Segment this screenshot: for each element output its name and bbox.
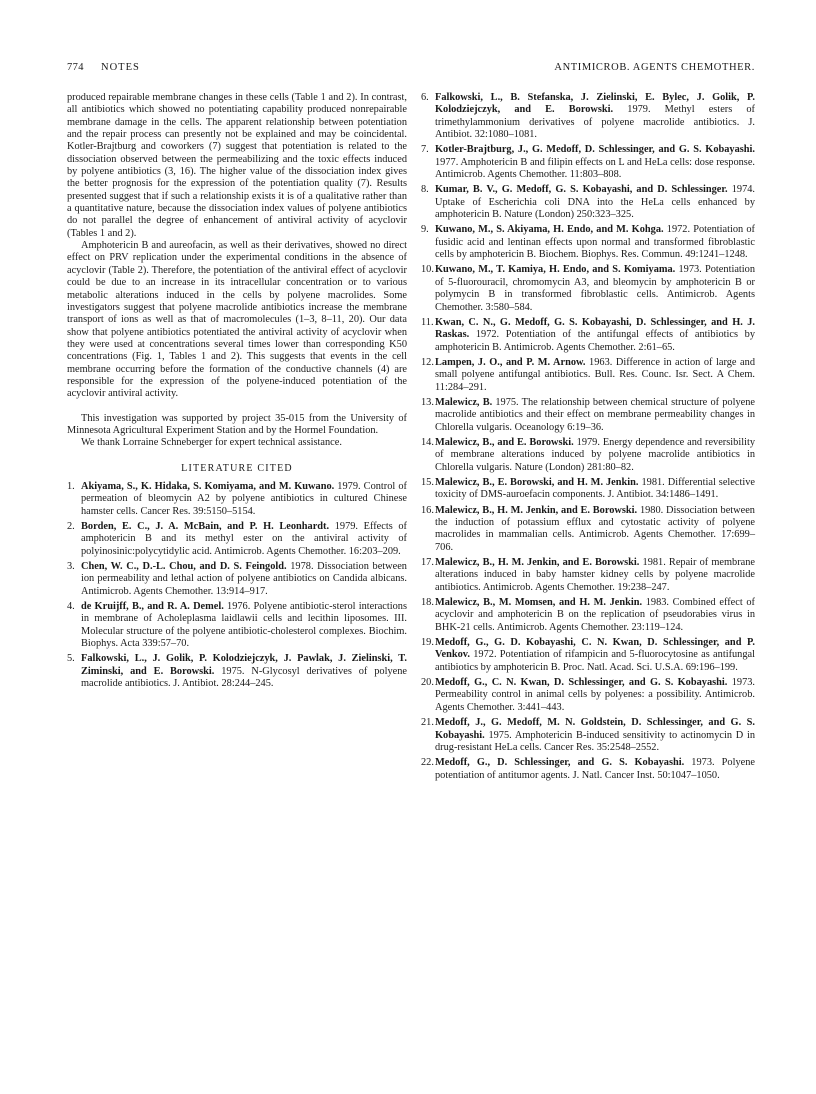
reference-item — [421, 637, 755, 674]
page-number: 774 — [67, 62, 84, 73]
reference-authors: Medoff, G., C. N. Kwan, D. Schlessinger, and G. S. Kobayashi. — [435, 677, 728, 689]
reference-citation: 1981. Differential selective toxicity of DMS-auroefacin components. J. Antibiot. 34:1486–1491. — [435, 476, 755, 501]
reference-item — [67, 481, 407, 518]
reference-citation: 1972. Potentiation of rifampicin and 5-fluorocytosine as antifungal antibiotics by amphotericin B. Proc. Natl. Acad. Sci. U.S.A. 69:196–199. — [435, 649, 755, 673]
reference-authors: Kwan, C. N., G. Medoff, G. S. Kobayashi, D. Schlessinger, and H. J. Raskas. — [435, 316, 755, 341]
reference-number: 9. — [421, 224, 429, 236]
reference-item — [67, 561, 407, 598]
reference-authors: Kotler-Brajtburg, J., G. Medoff, D. Schlessinger, and G. S. Kobayashi. — [435, 144, 755, 156]
reference-authors: Lampen, J. O., and P. M. Arnow. — [435, 356, 586, 368]
reference-authors: Malewicz, B., and E. Borowski. — [435, 436, 574, 448]
body-paragraph: produced repairable membrane changes in these cells (Table 1 and 2). In contrast, all antibiotics which showed no potentiating capability produced nonrepairable membrane damage in the cells. The apparent relationship between potentiation and the repair process can presently not be explained and may be coincidental. Kotler-Brajtburg and coworkers (7) suggest that potentiation is related to the dissociation observed between the permeabilizing and the toxic effects induced by polyene antibiotics (3, 16). The higher value of the dissociation index gives the better prognosis for the expression of the potentiation quality (7). Results presented suggest that if such a relationship exists it is of a qualitative rather than a quantitative nature, because the dissociation index values of polyene antibiotics do not parallel the degree of enhancement of antiviral activity of acyclovir (Tables 1 and 2). — [67, 92, 407, 239]
reference-authors: Malewicz, B. — [435, 396, 493, 408]
reference-number: 12. — [421, 356, 434, 368]
reference-item — [421, 184, 755, 221]
reference-number: 6. — [421, 92, 429, 103]
reference-item — [421, 92, 755, 141]
reference-number: 14. — [421, 436, 434, 448]
reference-number: 2. — [67, 521, 75, 532]
reference-citation: 1976. Polyene antibiotic-sterol interactions in membrane of Acholeplasma laidlawii cells and lecithin liposomes. III. Molecular structure of the polyene antibiotic-cholesterol complexes. Biochim. Biophys. Acta 339:57–70. — [81, 601, 407, 650]
reference-citation: 1979. Energy dependence and reversibility of membrane alterations induced by polyene macrolide antibiotics in Chlorella vulgaris. Nature (London) 281:80–82. — [435, 436, 755, 473]
reference-authors: Malewicz, B., H. M. Jenkin, and E. Borowski. — [435, 504, 638, 516]
reference-citation: 1978. Dissociation between ion permeability and lethal action of polyene antibiotics on Candida albicans. Antimicrob. Agents Chemother. 13:914–917. — [81, 561, 407, 597]
reference-citation: 1973. Permeability control in animal cells by polyenes: a possibility. Antimicrob. Agents Chemother. 3:441–443. — [435, 677, 756, 713]
reference-item — [421, 757, 755, 782]
reference-authors: Akiyama, S., K. Hidaka, S. Komiyama, and M. Kuwano. — [81, 480, 335, 492]
reference-number: 16. — [421, 504, 434, 516]
reference-citation: 1983. Combined effect of acyclovir and amphotericin B on the replication of pseudorabies virus in BHK-21 cells. Antimicrob. Agents Chemother. 23:119–124. — [435, 597, 755, 633]
reference-authors: Borden, E. C., J. A. McBain, and P. H. Leonhardt. — [81, 521, 330, 532]
reference-citation: 1980. Dissociation between the induction of potassium efflux and cytostatic activity of polyene macrolides in mammalian cells. Antimicrob. Agents Chemother. 17:699–706. — [435, 504, 755, 553]
reference-item — [67, 521, 407, 558]
reference-citation: 1973. Potentiation of 5-fluorouracil, chromomycin A3, and bleomycin by amphotericin B or polymycin B in transformed fibroblastic cells. Antimicrob. Agents Chemother. 3:580–584. — [435, 264, 756, 313]
acknowledgments — [67, 413, 407, 450]
reference-authors: Chen, W. C., D.-L. Chou, and D. S. Feingold. — [81, 561, 287, 573]
reference-number: 10. — [421, 264, 434, 276]
reference-authors: de Kruijff, B., and R. A. Demel. — [81, 601, 224, 613]
reference-number: 19. — [421, 637, 434, 649]
reference-number: 22. — [421, 757, 434, 769]
reference-number: 13. — [421, 396, 434, 408]
literature-cited-heading: LITERATURE CITED — [181, 462, 293, 474]
reference-item — [421, 357, 755, 394]
reference-authors: Medoff, G., G. D. Kobayashi, C. N. Kwan, D. Schlessinger, and P. Venkov. — [435, 637, 755, 661]
journal-name: ANTIMICROB. AGENTS CHEMOTHER. — [554, 62, 755, 73]
reference-number: 8. — [421, 184, 429, 196]
reference-citation: 1981. Repair of membrane alterations induced in baby hamster kidney cells by polyene macrolide antibiotics. Antimicrob. Agents Chemother. 19:238–247. — [435, 557, 755, 593]
reference-authors: Malewicz, B., H. M. Jenkin, and E. Borowski. — [435, 557, 640, 569]
reference-item — [421, 677, 755, 714]
reference-authors: Medoff, G., D. Schlessinger, and G. S. Kobayashi. — [435, 757, 685, 769]
reference-authors: Falkowski, L., J. Golik, P. Kolodziejczyk, J. Pawlak, J. Zielinski, T. Ziminski, and E. Borowski. — [81, 653, 407, 677]
reference-citation: 1974. Uptake of Escherichia coli DNA into the HeLa cells enhanced by amphotericin B. Nature (London) 250:323–325. — [435, 184, 755, 221]
reference-item — [421, 224, 755, 261]
reference-citation: 1979. Effects of amphotericin B and its methyl ester on the antiviral activity of polyinosinic:polycytidylic acid. Antimicrob. Agents Chemother. 16:203–209. — [81, 521, 408, 557]
running-header — [67, 62, 755, 78]
reference-item — [421, 144, 755, 181]
reference-authors: Medoff, J., G. Medoff, M. N. Goldstein, D. Schlessinger, and G. S. Kobayashi. — [435, 717, 755, 741]
reference-number: 18. — [421, 597, 434, 609]
reference-item — [421, 397, 755, 434]
reference-item — [67, 601, 407, 650]
reference-citation: 1979. Methyl esters of trimethylammonium derivatives of polyene macrolide antibiotics. J. Antibiot. 32:1080–1081. — [435, 104, 756, 141]
reference-number: 15. — [421, 476, 434, 488]
reference-citation: 1973. Polyene potentiation of antitumor agents. J. Natl. Cancer Inst. 50:1047–1050. — [435, 757, 755, 781]
reference-item — [421, 597, 755, 634]
reference-citation: 1977. Amphotericin B and filipin effects on L and HeLa cells: dose response. Antimicrob. Agents Chemother. 11:803–808. — [435, 156, 755, 181]
reference-citation: 1979. Control of permeation of bleomycin A2 by polyene antibiotics in cultured Chinese hamster cells. Cancer Res. 39:5150–5154. — [81, 480, 407, 517]
reference-number: 5. — [67, 653, 75, 665]
reference-authors: Falkowski, L., B. Stefanska, J. Zielinski, E. Bylec, J. Golik, P. Kolodziejczyk, and E. Borowski. — [435, 92, 755, 116]
reference-authors: Malewicz, B., E. Borowski, and H. M. Jenkin. — [435, 476, 639, 488]
reference-authors: Kumar, B. V., G. Medoff, G. S. Kobayashi, and D. Schlessinger. — [435, 184, 728, 196]
section-label: NOTES — [101, 62, 140, 73]
reference-citation: 1975. Amphotericin B-induced sensitivity to actinomycin D in drug-resistant HeLa cells. Cancer Res. 35:2548–2552. — [435, 729, 755, 753]
reference-citation: 1972. Potentiation of the antifungal effects of antibiotics by amphotericin B. Antimicrob. Agents Chemother. 2:61–65. — [435, 329, 755, 353]
body-paragraph: Amphotericin B and aureofacin, as well as their derivatives, showed no direct effect on PRV replication under the experimental conditions in the absence of acyclovir (Table 2). Therefore, the potentiation of the antiviral effect of acyclovir could be due to an increase in its intracellular concentration or to various metabolic alterations induced in the cells by polyene macrolides. Some investigators suggest that polyene macrolide antibiotics increase the membrane transport of ions as well as that of macromolecules (1–3, 8–11, 20). Our data show that polyene antibiotics potentiated the antiviral activity of acyclovir when they were used at concentrations several times lower than corresponding K50 concentrations (Fig. 1, Tables 1 and 2). This suggests that events in the cell membrane occurring before the formation of the conductive channels (4) are responsible for the expression of the polyene-induced potentiation of the acyclovir antiviral activity. — [67, 240, 407, 400]
reference-number: 1. — [67, 480, 75, 492]
acknowledgment-text: We thank Lorraine Schneberger for expert technical assistance. — [81, 437, 342, 449]
left-column — [67, 92, 407, 693]
reference-number: 21. — [421, 717, 434, 729]
reference-citation: 1963. Difference in action of large and small polyene antifungal antibiotics. Bull. Res. Counc. Isr. Sect. A Chem. 11:284–291. — [435, 356, 755, 393]
reference-item — [421, 477, 755, 502]
reference-number: 17. — [421, 557, 434, 569]
reference-citation: 1975. The relationship between chemical structure of polyene macrolide antibiotics and their effect on membrane permeability changes in Chlorella vulgaris. Oceanology 6:19–36. — [435, 396, 755, 433]
reference-number: 7. — [421, 144, 429, 156]
reference-list-right — [421, 92, 755, 782]
reference-authors: Malewicz, B., M. Momsen, and H. M. Jenkin. — [435, 597, 643, 609]
reference-number: 4. — [67, 601, 75, 613]
reference-authors: Kuwano, M., T. Kamiya, H. Endo, and S. Komiyama. — [435, 264, 676, 276]
reference-list-left — [67, 481, 407, 691]
reference-citation: 1972. Potentiation of fusidic acid and lentinan effects upon normal and transformed fibroblastic cells by amphotericin B. Biochem. Biophys. Res. Commun. 49:1241–1248. — [435, 224, 755, 261]
reference-item — [421, 557, 755, 594]
acknowledgment-text: This investigation was supported by project 35-015 from the University of Minnesota Agricultural Experiment Station and by the Hormel Foundation. — [67, 412, 407, 436]
reference-item — [421, 505, 755, 554]
reference-authors: Kuwano, M., S. Akiyama, H. Endo, and M. Kohga. — [435, 224, 664, 236]
reference-item — [421, 437, 755, 474]
reference-number: 20. — [421, 677, 434, 689]
reference-number: 3. — [67, 561, 75, 573]
reference-item — [421, 264, 755, 313]
reference-number: 11. — [421, 316, 434, 328]
reference-item — [67, 653, 407, 690]
reference-item — [421, 317, 755, 354]
reference-item — [421, 717, 755, 754]
right-column — [421, 92, 755, 785]
reference-citation: 1975. N-Glycosyl derivatives of polyene macrolide antibiotics. J. Antibiot. 28:244–245. — [81, 665, 407, 690]
